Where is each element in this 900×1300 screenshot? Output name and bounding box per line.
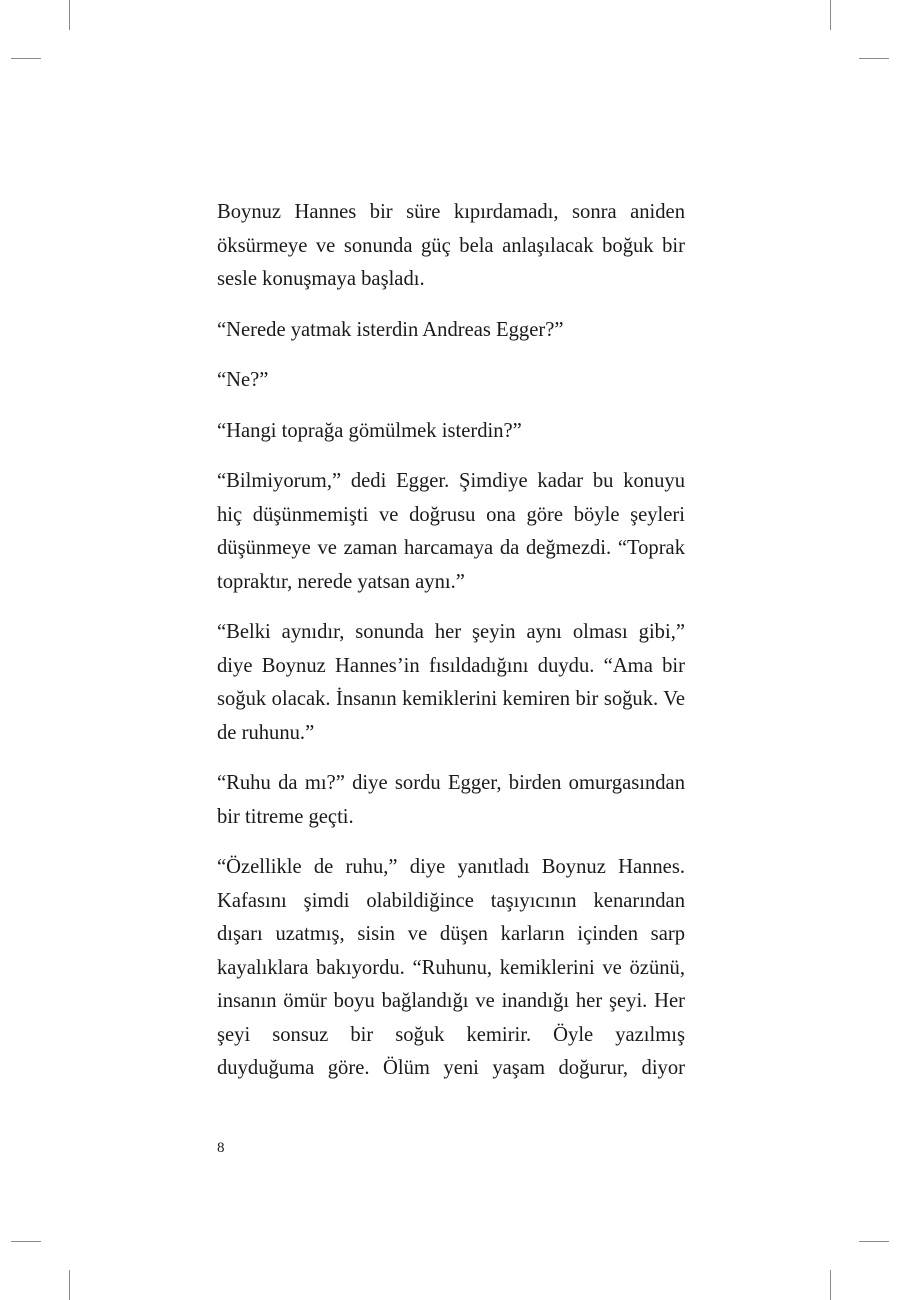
paragraph: “Nerede yatmak isterdin Andreas Egger?”	[217, 318, 564, 341]
crop-mark-bottom-right-h	[859, 1241, 889, 1242]
crop-mark-top-right	[830, 0, 831, 30]
crop-mark-bottom-left-h	[11, 1241, 41, 1242]
paragraph: Boynuz Hannes bir süre kıpırdamadı, sonra aniden öksürmeye ve sonunda güç bela anlaşılacak boğuk bir sesle konuşmaya başladı.	[217, 201, 685, 290]
paragraph: “Belki aynıdır, sonunda her şeyin aynı olması gibi,” diye Boynuz Hannes’in fısıldadığını duydu. “Ama bir soğuk olacak. İnsanın kemiklerini kemiren bir soğuk. Ve de ruhunu.”	[217, 621, 685, 744]
crop-mark-bottom-left	[69, 1270, 70, 1300]
paragraph: “Bilmiyorum,” dedi Egger. Şimdiye kadar bu konuyu hiç düşünmemişti ve doğrusu ona göre böyle şeyleri düşünmeye ve zaman harcamaya da değmezdi. “Toprak topraktır, nerede yatsan aynı.”	[217, 470, 685, 593]
paragraph: “Ruhu da mı?” diye sordu Egger, birden omurgasından bir titreme geçti.	[217, 772, 685, 828]
paragraph: “Hangi toprağa gömülmek isterdin?”	[217, 419, 522, 442]
paragraph: “Ne?”	[217, 369, 269, 391]
crop-mark-top-left-h	[11, 58, 41, 59]
page-number: 8	[217, 1140, 225, 1156]
crop-mark-bottom-right	[830, 1270, 831, 1300]
crop-mark-top-right-h	[859, 58, 889, 59]
body-text	[217, 196, 685, 1086]
crop-mark-top-left	[69, 0, 70, 30]
paragraph: “Özellikle de ruhu,” diye yanıtladı Boynuz Hannes. Kafasını şimdi olabildiğince taşıyıcının kenarından dışarı uzatmış, sisin ve düşen karların içinden sarp kayalıklara bakıyordu. “Ruhunu, kemiklerini ve özünü, insanın ömür boyu bağlandığı ve inandığı her şeyi. Her şeyi sonsuz bir soğuk kemirir. Öyle yazılmış duyduğuma göre. Ölüm yeni yaşam doğurur, diyor	[217, 856, 685, 1079]
